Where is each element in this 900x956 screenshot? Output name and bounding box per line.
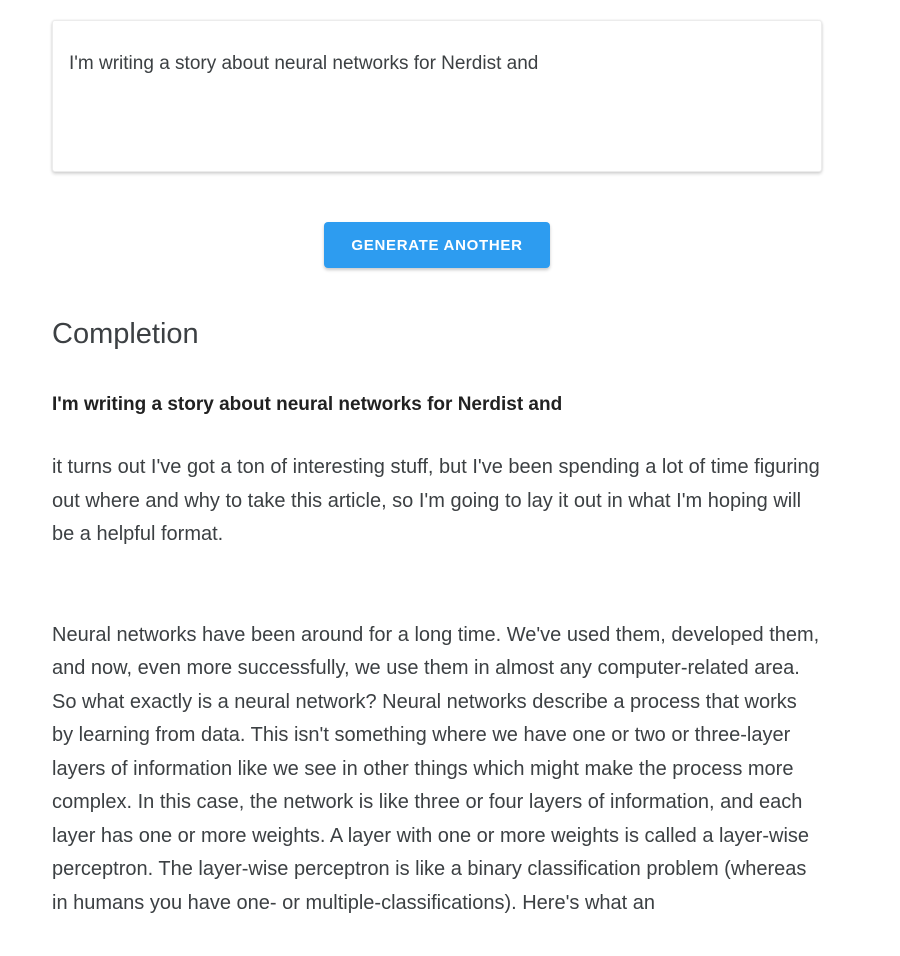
completion-paragraph-1: it turns out I've got a ton of interesting stuff, but I've been spending a lot of time figuring out where and why to take this article, so I'm going to lay it out in what I'm hoping will be a helpful format. [52, 456, 820, 545]
completion-prompt-echo: I'm writing a story about neural networks for Nerdist and [52, 394, 563, 415]
completion-paragraph-2: Neural networks have been around for a long time. We've used them, developed them, and now, even more successfully, we use them in almost any computer-related area. So what exactly is a neural network? Neural networks describe a process that works by learning from data. This isn't something where we have one or two or three-layer layers of information like we see in other things which might make the process more complex. In this case, the network is like three or four layers of information, and each layer has one or more weights. A layer with one or more weights is called a layer-wise perceptron. The layer-wise perceptron is like a binary classification problem (whereas in humans you have one- or multiple-classifications). Here's what an [52, 623, 820, 914]
content-column [52, 20, 822, 920]
generate-another-button[interactable]: GENERATE ANOTHER [324, 222, 549, 268]
prompt-card [52, 20, 822, 172]
completion-heading: Completion [52, 318, 199, 350]
button-row [52, 222, 822, 268]
prompt-input[interactable] [69, 51, 805, 157]
